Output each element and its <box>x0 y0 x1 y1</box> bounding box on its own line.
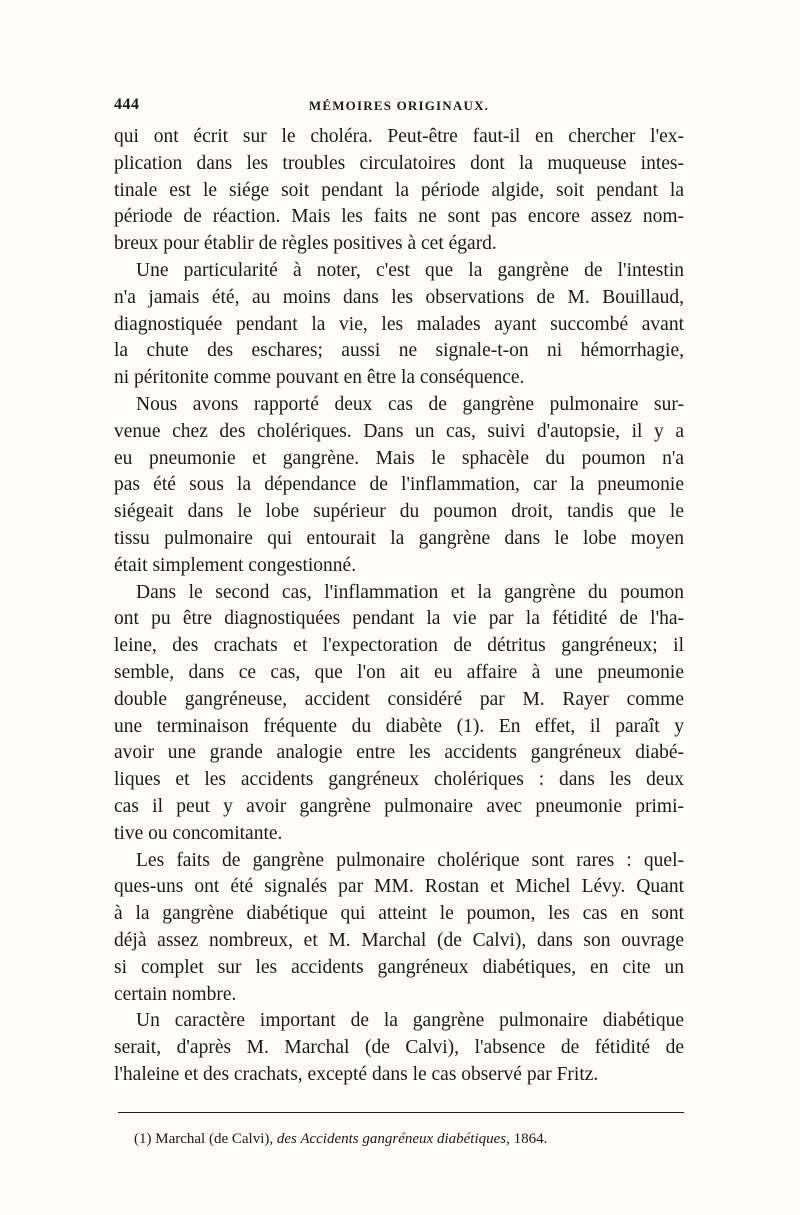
text-line: une terminaison fréquente du diabète (1). En effet, il paraît y <box>114 715 684 737</box>
text-line: diagnostiquée pendant la vie, les malades ayant succombé avant <box>114 313 684 335</box>
footnote-title: des Accidents gangréneux diabétiques <box>276 1131 507 1147</box>
text-line: tive ou concomitante. <box>114 822 283 844</box>
footnote-suffix: , 1864. <box>506 1131 548 1147</box>
text-line: breux pour établir de règles positives à cet égard. <box>114 233 497 255</box>
footnote <box>134 1131 694 1148</box>
text-line: la chute des eschares; aussi ne signale-t-on ni hémorrhagie, <box>114 340 684 362</box>
text-line: Un caractère important de la gangrène pulmonaire diabétique <box>136 1010 684 1032</box>
text-line: Nous avons rapporté deux cas de gangrène pulmonaire sur- <box>136 393 684 415</box>
text-line: cas il peut y avoir gangrène pulmonaire avec pneumonie primi- <box>114 795 684 817</box>
text-line: ni péritonite comme pouvant en être la conséquence. <box>114 367 525 389</box>
text-line: pas été sous la dépendance de l'inflammation, car la pneumonie <box>114 474 684 496</box>
text-line: semble, dans ce cas, que l'on ait eu affaire à une pneumonie <box>114 661 684 683</box>
text-line: l'haleine et des crachats, excepté dans le cas observé par Fritz. <box>114 1063 599 1085</box>
text-line: tinale est le siége soit pendant la période algide, soit pendant la <box>114 179 684 201</box>
text-line: Les faits de gangrène pulmonaire cholérique sont rares : quel- <box>136 849 684 871</box>
text-line: plication dans les troubles circulatoires dont la muqueuse intes- <box>114 152 684 174</box>
text-line: Dans le second cas, l'inflammation et la gangrène du poumon <box>136 581 684 603</box>
text-line: venue chez des cholériques. Dans un cas, suivi d'autopsie, il y a <box>114 420 684 442</box>
page-number: 444 <box>114 96 140 113</box>
text-line: déjà assez nombreux, et M. Marchal (de Calvi), dans son ouvrage <box>114 929 684 951</box>
text-line: eu pneumonie et gangrène. Mais le sphacèle du poumon n'a <box>114 447 684 469</box>
text-line: ont pu être diagnostiquées pendant la vie par la fétidité de l'ha- <box>114 608 684 630</box>
text-line: certain nombre. <box>114 983 237 1005</box>
text-line: tissu pulmonaire qui entourait la gangrène dans le lobe moyen <box>114 527 684 549</box>
text-line: siégeait dans le lobe supérieur du poumon droit, tandis que le <box>114 501 684 523</box>
text-line: était simplement congestionné. <box>114 554 357 576</box>
footnote-divider <box>118 1112 684 1113</box>
text-line: liques et les accidents gangréneux cholériques : dans les deux <box>114 769 684 791</box>
text-line: à la gangrène diabétique qui atteint le poumon, les cas en sont <box>114 903 684 925</box>
text-line: serait, d'après M. Marchal (de Calvi), l'absence de fétidité de <box>114 1037 684 1059</box>
running-title: MÉMOIRES ORIGINAUX. <box>308 98 490 113</box>
body-text <box>114 124 684 1089</box>
text-line: leine, des crachats et l'expectoration de détritus gangréneux; il <box>114 635 684 657</box>
text-line: si complet sur les accidents gangréneux diabétiques, en cite un <box>114 956 684 978</box>
text-line: avoir une grande analogie entre les accidents gangréneux diabé- <box>114 742 684 764</box>
text-line: n'a jamais été, au moins dans les observations de M. Bouillaud, <box>114 286 684 308</box>
text-line: double gangréneuse, accident considéré par M. Rayer comme <box>114 688 684 710</box>
text-line: Une particularité à noter, c'est que la gangrène de l'intestin <box>136 259 684 281</box>
footnote-prefix: (1) Marchal (de Calvi), <box>134 1131 277 1147</box>
text-line: période de réaction. Mais les faits ne sont pas encore assez nom- <box>114 206 684 228</box>
text-line: ques-uns ont été signalés par MM. Rostan et Michel Lévy. Quant <box>114 876 684 898</box>
text-line: qui ont écrit sur le choléra. Peut-être faut-il en chercher l'ex- <box>114 126 684 147</box>
